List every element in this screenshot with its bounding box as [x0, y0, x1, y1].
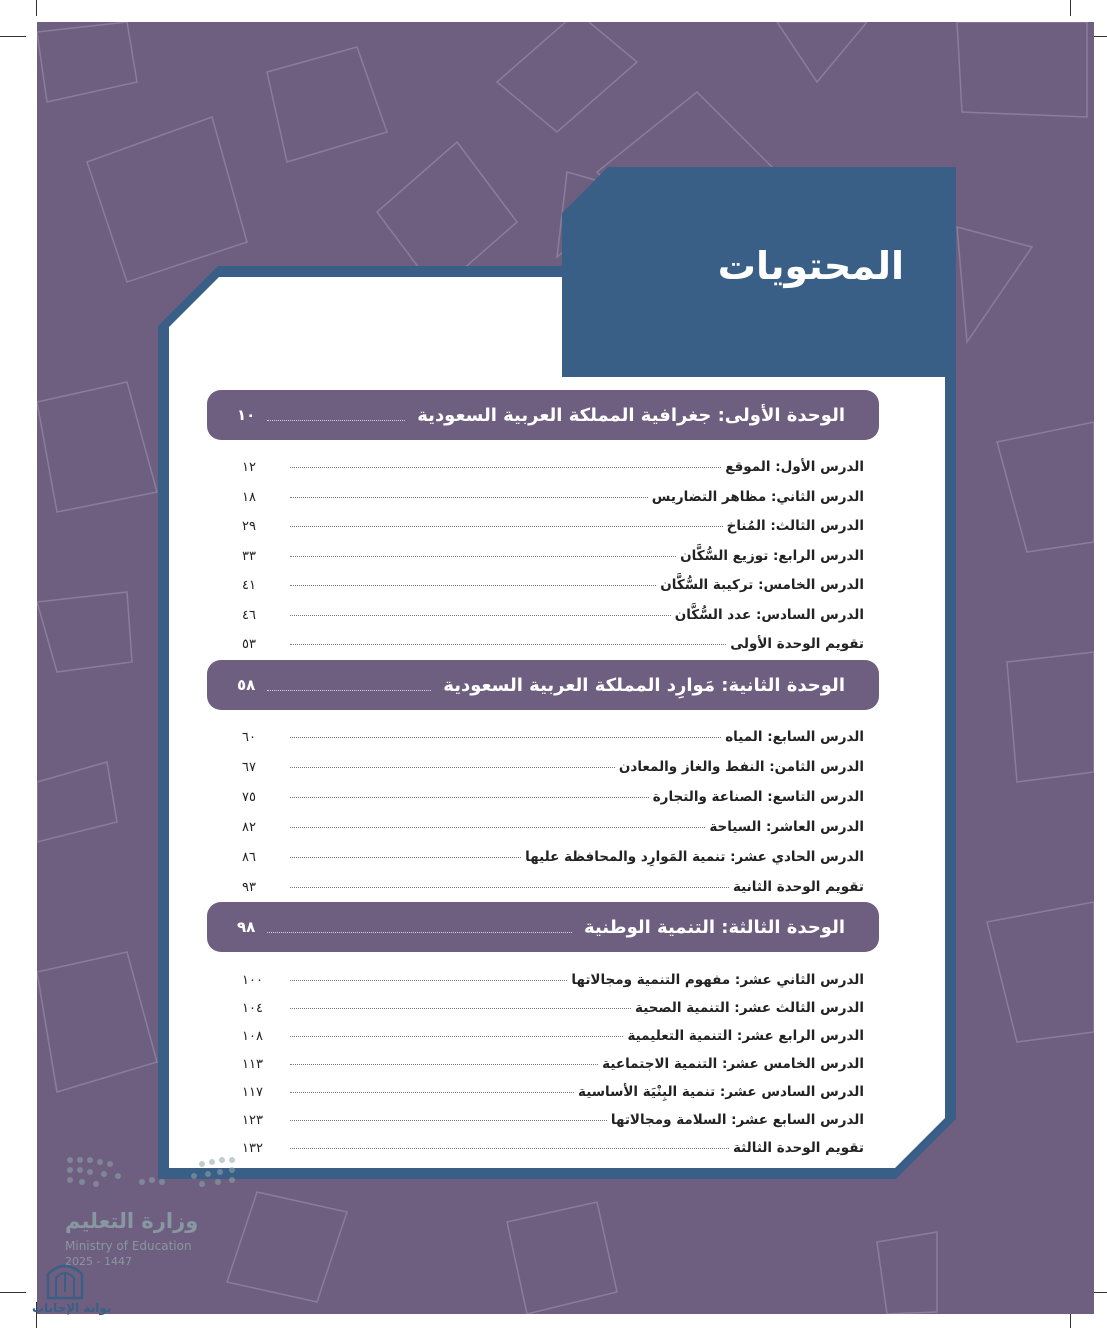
ministry-logo-year: 2025 - 1447 [65, 1255, 132, 1268]
lesson-entry[interactable] [242, 1018, 864, 1044]
lesson-page-number: ١٢ [242, 460, 256, 475]
lesson-page-number: ١٨ [242, 489, 256, 505]
ministry-logo-arabic: وزارة التعليم [65, 1209, 199, 1233]
leader-dots [290, 1036, 623, 1037]
leader-dots [290, 1064, 598, 1065]
crop-mark [0, 36, 26, 37]
lesson-page-number: ٢٩ [242, 519, 256, 534]
leader-dots [290, 767, 615, 768]
lesson-page-number: ٥٣ [242, 637, 256, 652]
unit-header[interactable] [207, 390, 879, 440]
lesson-entry[interactable] [242, 508, 864, 534]
ministry-logo-english: Ministry of Education [65, 1239, 192, 1253]
lesson-entry[interactable] [242, 567, 864, 593]
lesson-page-number: ١٠٤ [242, 1001, 263, 1016]
contents-page [37, 22, 1094, 1314]
leader-dots [290, 585, 656, 586]
unit-header[interactable] [207, 660, 879, 710]
leader-dots [290, 556, 676, 557]
leader-dots [290, 615, 671, 616]
lesson-entry[interactable] [242, 779, 864, 805]
watermark-text: بوابة الإجابات [32, 1301, 112, 1315]
lesson-title: الدرس السادس عشر: تنمية البِنْيَة الأساسية [578, 1084, 864, 1100]
lesson-entry[interactable] [242, 626, 864, 652]
leader-dots [290, 827, 705, 828]
lesson-entry[interactable] [242, 1102, 864, 1128]
lesson-page-number: ٦٠ [242, 730, 256, 745]
lesson-page-number: ١٠٠ [242, 973, 263, 988]
lesson-entry[interactable] [242, 479, 864, 505]
unit-header[interactable] [207, 902, 879, 952]
lesson-title: الدرس السادس: عدد السُّكَّان [674, 606, 864, 623]
unit-page-number: ٩٨ [237, 918, 256, 936]
lesson-title: الدرس الحادي عشر: تنمية المَوارِد والمحافظة عليها [525, 849, 864, 865]
leader-dots [290, 644, 726, 645]
leader-dots [267, 420, 405, 421]
unit-title: الوحدة الأولى: جغرافية المملكة العربية السعودية [417, 404, 845, 426]
lesson-entry[interactable] [242, 538, 864, 564]
lesson-page-number: ٨٦ [242, 850, 256, 865]
leader-dots [290, 857, 521, 858]
lesson-title: الدرس الخامس: تركيبة السُّكَّان [660, 577, 864, 593]
lesson-entry[interactable] [242, 839, 864, 865]
lesson-entry[interactable] [242, 809, 864, 835]
leader-dots [290, 1008, 631, 1009]
lesson-entry[interactable] [242, 1046, 864, 1072]
leader-dots [290, 497, 648, 498]
lesson-entry[interactable] [242, 1130, 864, 1156]
lesson-page-number: ٩٣ [242, 880, 256, 895]
leader-dots [290, 526, 723, 527]
lesson-entry[interactable] [242, 990, 864, 1016]
leader-dots [290, 887, 729, 888]
lesson-title: الدرس الرابع عشر: التنمية التعليمية [627, 1028, 864, 1044]
lesson-title: الدرس السابع عشر: السلامة ومجالاتها [610, 1112, 864, 1128]
unit-page-number: ٥٨ [237, 676, 256, 694]
lesson-title: الدرس التاسع: الصناعة والتجارة [652, 789, 864, 805]
leader-dots [290, 737, 721, 738]
unit-page-number: ١٠ [237, 406, 256, 424]
lesson-page-number: ١٢٣ [242, 1113, 263, 1128]
lesson-page-number: ٤٦ [242, 607, 256, 623]
lesson-title: الدرس العاشر: السياحة [709, 819, 864, 835]
leader-dots [290, 797, 649, 798]
crop-mark [36, 0, 37, 16]
lesson-page-number: ٤١ [242, 578, 256, 593]
lesson-title: الدرس الخامس عشر: التنمية الاجتماعية [602, 1056, 864, 1072]
lesson-entry[interactable] [242, 962, 864, 988]
lesson-entry[interactable] [242, 597, 864, 623]
leader-dots [290, 1148, 729, 1149]
lesson-title: الدرس الرابع: توزيع السُّكَّان [680, 547, 864, 564]
leader-dots [267, 690, 431, 691]
lesson-entry[interactable] [242, 869, 864, 895]
page-title: المحتويات [717, 244, 904, 288]
lesson-entry[interactable] [242, 449, 864, 475]
lesson-page-number: ٦٧ [242, 760, 256, 775]
lesson-title: تقويم الوحدة الأولى [730, 636, 864, 652]
crop-mark [0, 1292, 26, 1293]
unit-title: الوحدة الثانية: مَوارِد المملكة العربية السعودية [443, 674, 845, 696]
lesson-page-number: ٣٣ [242, 548, 256, 564]
leader-dots [290, 467, 721, 468]
lesson-page-number: ١١٧ [242, 1085, 263, 1100]
crop-mark [1070, 0, 1071, 16]
lesson-title: تقويم الوحدة الثانية [732, 879, 864, 895]
leader-dots [267, 932, 572, 933]
lesson-page-number: ٨٢ [242, 820, 256, 835]
lesson-title: الدرس الثاني: مظاهر التضاريس [651, 488, 864, 505]
unit-title: الوحدة الثالثة: التنمية الوطنية [584, 916, 845, 938]
lesson-page-number: ١١٣ [242, 1057, 263, 1072]
lesson-page-number: ١٣٢ [242, 1141, 263, 1156]
watermark-icon [44, 1256, 86, 1300]
lesson-title: تقويم الوحدة الثالثة [732, 1140, 864, 1156]
lesson-title: الدرس الثامن: النفط والغاز والمعادن [618, 759, 864, 775]
lesson-title: الدرس الأول: الموقع [725, 459, 864, 475]
lesson-entry[interactable] [242, 1074, 864, 1100]
lesson-entry[interactable] [242, 749, 864, 775]
lesson-title: الدرس الثاني عشر: مفهوم التنمية ومجالاتها [571, 972, 864, 988]
leader-dots [290, 1120, 607, 1121]
leader-dots [290, 980, 567, 981]
lesson-title: الدرس السابع: المياه [725, 729, 864, 745]
lesson-title: الدرس الثالث: المُناخ [726, 518, 864, 534]
lesson-page-number: ٧٥ [242, 790, 256, 805]
lesson-page-number: ١٠٨ [242, 1029, 263, 1044]
lesson-title: الدرس الثالث عشر: التنمية الصحية [635, 1000, 864, 1016]
leader-dots [290, 1092, 574, 1093]
lesson-entry[interactable] [242, 719, 864, 745]
